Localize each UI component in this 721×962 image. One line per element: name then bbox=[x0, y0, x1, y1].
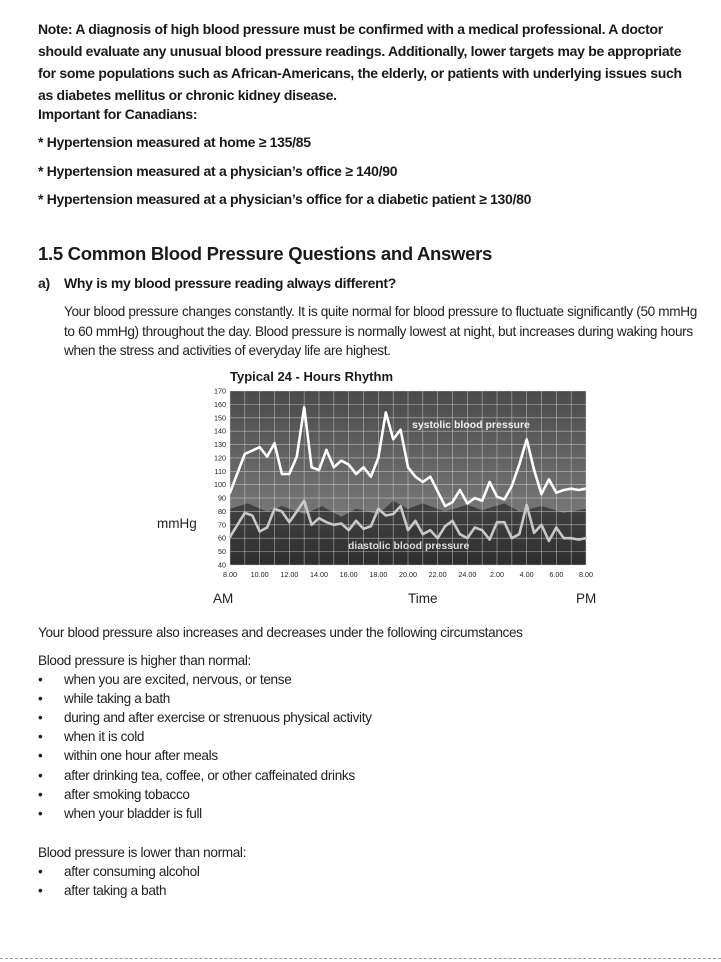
x-tick-label: 20.00 bbox=[399, 570, 417, 579]
diastolic-series-label: diastolic blood pressure bbox=[348, 540, 470, 552]
canadians-item-diabetic: * Hypertension measured at a physician’s office for a diabetic patient ≥ 130/80 bbox=[38, 191, 532, 207]
bullet-icon: • bbox=[38, 806, 43, 821]
y-tick-labels bbox=[214, 387, 226, 570]
y-axis-label: mmHg bbox=[157, 516, 197, 531]
y-tick-label: 60 bbox=[218, 533, 226, 543]
bullet-icon: • bbox=[38, 691, 43, 706]
bullet-icon: • bbox=[38, 710, 43, 725]
y-tick-label: 150 bbox=[214, 413, 226, 423]
x-end-label: PM bbox=[576, 591, 597, 606]
x-tick-label: 14.00 bbox=[310, 570, 328, 579]
x-tick-label: 16.00 bbox=[339, 570, 358, 579]
y-tick-label: 90 bbox=[218, 493, 226, 503]
x-tick-label: 22.00 bbox=[428, 570, 447, 579]
x-tick-labels bbox=[223, 570, 593, 579]
y-tick-label: 100 bbox=[214, 480, 226, 490]
x-start-label: AM bbox=[213, 591, 234, 606]
medical-note: Note: A diagnosis of high blood pressure must be confirmed with a medical professional. A doctor should evaluate any unusual blood pressure readings. Additionally, lower targets may be appropriate for some populations such as African-Americans, the elderly, or patients with underlying issues such as diabetes mellitus or chronic kidney disease. bbox=[38, 21, 682, 103]
bullet-icon: • bbox=[38, 787, 43, 802]
y-tick-label: 130 bbox=[214, 440, 226, 450]
y-tick-label: 170 bbox=[214, 386, 226, 396]
y-tick-label: 110 bbox=[214, 466, 226, 476]
x-tick-label: 4.00 bbox=[519, 570, 534, 579]
bullet-icon: • bbox=[38, 864, 43, 879]
x-tick-label: 2.00 bbox=[490, 570, 504, 579]
x-tick-label: 6.00 bbox=[549, 570, 564, 579]
circumstances-intro: Your blood pressure also increases and decreases under the following circumstances bbox=[38, 625, 523, 640]
y-tick-label: 160 bbox=[214, 399, 226, 409]
x-axis-label: Time bbox=[408, 591, 438, 606]
y-tick-label: 140 bbox=[214, 426, 226, 436]
x-tick-label: 8.00 bbox=[579, 570, 593, 579]
systolic-series-label: systolic blood pressure bbox=[412, 419, 530, 431]
chart-title: Typical 24 - Hours Rhythm bbox=[230, 369, 394, 384]
page-footer-divider bbox=[0, 958, 721, 959]
y-tick-label: 40 bbox=[218, 560, 226, 570]
answer-paragraph: Your blood pressure changes constantly. It is quite normal for blood pressure to fluctuate significantly (50 mmHg to 60 mmHg) throughout the day. Blood pressure is normally lowest at night, but increases during waking hours when the stress and activities of everyday life are highest. bbox=[64, 304, 697, 358]
bullet-icon: • bbox=[38, 672, 43, 687]
y-tick-label: 70 bbox=[218, 520, 226, 530]
bullet-icon: • bbox=[38, 729, 43, 744]
y-tick-label: 50 bbox=[218, 547, 226, 557]
x-tick-label: 24.00 bbox=[458, 570, 477, 579]
question-marker: a) bbox=[38, 275, 50, 291]
canadians-item-office: * Hypertension measured at a physician’s office ≥ 140/90 bbox=[38, 163, 398, 179]
y-tick-label: 120 bbox=[214, 453, 226, 463]
bullet-icon: • bbox=[38, 768, 43, 783]
higher-heading: Blood pressure is higher than normal: bbox=[38, 653, 251, 668]
lower-heading: Blood pressure is lower than normal: bbox=[38, 845, 247, 860]
bullet-icon: • bbox=[38, 883, 43, 898]
section-heading: 1.5 Common Blood Pressure Questions and Answers bbox=[38, 243, 492, 264]
x-tick-label: 12.00 bbox=[280, 570, 299, 579]
question-text: Why is my blood pressure reading always different? bbox=[64, 275, 396, 291]
y-tick-label: 80 bbox=[218, 506, 226, 516]
x-tick-label: 18.00 bbox=[369, 570, 388, 579]
bullet-icon: • bbox=[38, 748, 43, 763]
canadians-heading: Important for Canadians: bbox=[38, 106, 198, 122]
canadians-item-home: * Hypertension measured at home ≥ 135/85 bbox=[38, 134, 311, 150]
x-tick-label: 8.00 bbox=[223, 570, 237, 579]
x-tick-label: 10.00 bbox=[250, 570, 269, 579]
